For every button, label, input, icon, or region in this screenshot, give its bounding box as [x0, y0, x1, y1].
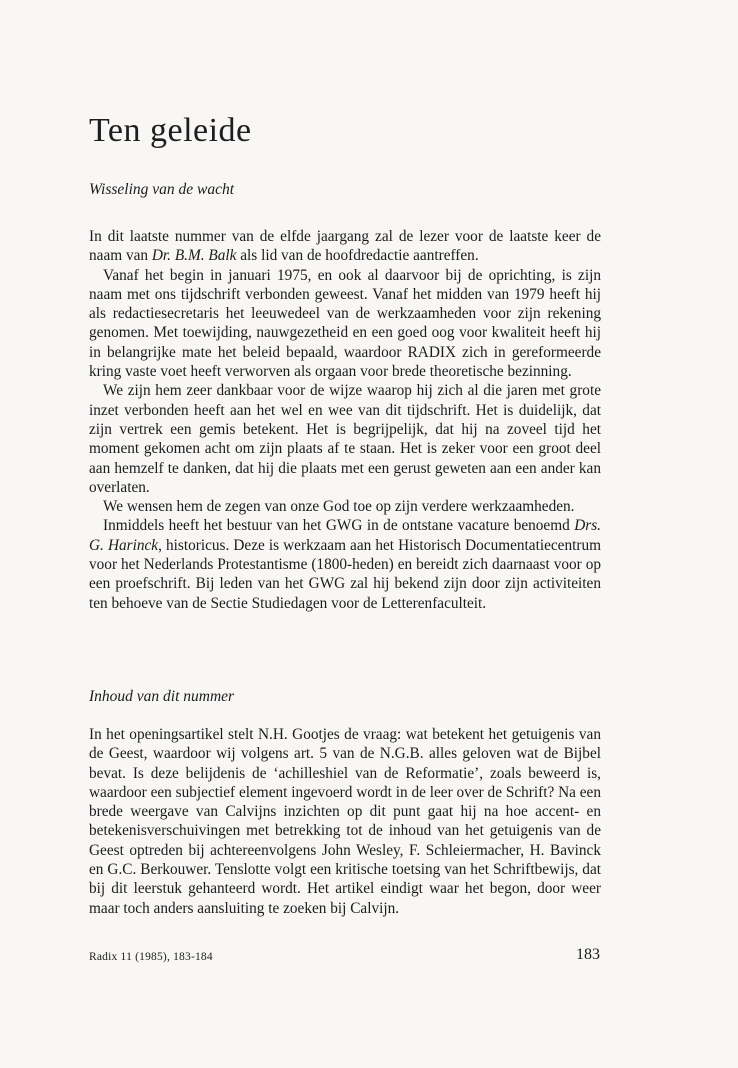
paragraph	[89, 227, 601, 266]
section-body-wisseling	[89, 227, 601, 613]
page-number: 183	[576, 946, 600, 963]
section-heading-wisseling: Wisseling van de wacht	[89, 181, 235, 198]
paragraph: We zijn hem zeer dankbaar voor de wijze waarop hij zich al die jaren met grote inzet verbonden heeft aan het wel en wee van dit tijdschrift. Het is duidelijk, dat zijn vertrek een gemis betekent. Het is begrijpelijk, dat hij na zoveel tijd het moment gekomen acht om zijn plaats af te staan. Het is zeker voor een groot deel aan hemzelf te danken, dat hij die plaats met een gerust geweten aan een ander kan overlaten.	[89, 382, 601, 496]
paragraph: We wensen hem de zegen van onze God toe op zijn verdere werkzaamheden.	[103, 498, 575, 516]
paragraph	[89, 516, 601, 612]
paragraph-text: Inmiddels heeft het bestuur van het GWG in de ontstane vacature benoemd	[103, 517, 575, 535]
section-body-inhoud	[89, 725, 601, 918]
paragraph: In het openingsartikel stelt N.H. Gootjes de vraag: wat betekent het getuigenis van de Geest, waardoor wij volgens art. 5 van de N.G.B. alles geloven wat de Bijbel bevat. Is deze belijdenis de ‘achilleshiel van de Reformatie’, zoals beweerd is, waardoor een subjectief element ingevoerd wordt in de leer over de Schrift? Na een brede weergave van Calvijns inzichten op dit punt gaat hij na hoe accent- en betekenisverschuivingen met betrekking tot de inhoud van het getuigenis van de Geest optreden bij achtereenvolgens John Wesley, F. Schleiermacher, H. Bavinck en G.C. Berkouwer. Tenslotte volgt een kritische toetsing van het Schriftbewijs, dat bij dit leerstuk gehanteerd wordt. Het artikel eindigt waar het begon, door weer maar toch anders aansluiting te zoeken bij Calvijn.	[89, 726, 601, 917]
person-name: Drs. G. Harinck	[89, 517, 601, 554]
paragraph: Vanaf het begin in januari 1975, en ook al daarvoor bij de oprichting, is zijn naam met ons tijdschrift verbonden geweest. Vanaf het midden van 1979 heeft hij als redactiesecretaris het leeuwedeel van de werkzaamheden voor zijn rekening genomen. Met toewijding, nauwgezetheid en een goed oog voor kwaliteit heeft hij in belangrijke mate het beleid bepaald, waardoor RADIX zich in gereformeerde kring vaste voet heeft verworven als orgaan voor brede theoretische bezinning.	[89, 266, 601, 381]
journal-citation: Radix 11 (1985), 183-184	[89, 951, 213, 963]
person-name: Dr. B.M. Balk	[151, 247, 237, 265]
paragraph-text: , historicus. Deze is werkzaam aan het Historisch Documentatiecentrum voor het Nederlands Protestantisme (1800-heden) en bereidt zich daarnaast voor op een proefschrift. Bij leden van het GWG zal hij bekend zijn door zijn activiteiten ten behoeve van de Sectie Studiedagen voor de Letterenfaculteit.	[89, 536, 601, 612]
page-title: Ten geleide	[89, 112, 252, 149]
paragraph-text: als lid van de hoofdredactie aantreffen.	[236, 247, 479, 265]
paragraph-text: In dit laatste nummer van de elfde jaargang zal de lezer voor de laatste keer de naam van	[89, 228, 601, 265]
section-heading-inhoud: Inhoud van dit nummer	[89, 688, 235, 705]
